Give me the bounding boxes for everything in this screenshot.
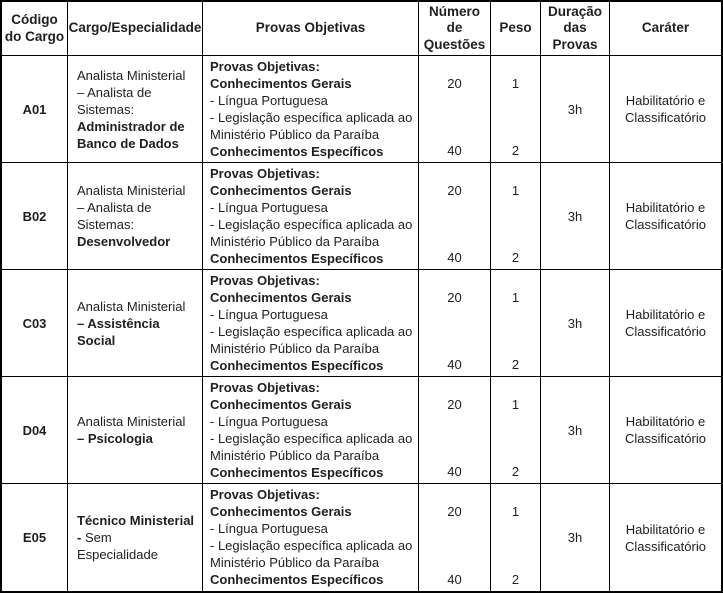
cargo-segment: Desenvolvedor xyxy=(77,234,171,250)
provas-line: Conhecimentos Específicos xyxy=(210,572,384,588)
provas-line: Conhecimentos Específicos xyxy=(210,144,384,160)
peso-especificos: 2 xyxy=(511,572,520,588)
table-body xyxy=(2,56,721,591)
provas-cell xyxy=(203,270,419,377)
provas-cell xyxy=(203,377,419,484)
table-row xyxy=(2,163,721,270)
peso-gerais: 1 xyxy=(511,504,520,520)
cargo-text xyxy=(77,298,196,349)
provas-line: Conhecimentos Gerais xyxy=(210,183,352,199)
header-cell-codigo: Código do Cargo xyxy=(2,2,68,56)
code-cell: D04 xyxy=(2,377,68,484)
provas-line: Conhecimentos Específicos xyxy=(210,251,384,267)
header-cell-peso: Peso xyxy=(491,2,541,56)
cargo-segment: Sem Especialidade xyxy=(77,530,158,563)
provas-line: - Língua Portuguesa xyxy=(210,521,328,537)
header-cell-provas: Provas Objetivas xyxy=(203,2,419,56)
cargo-cell xyxy=(68,377,203,484)
cargo-text xyxy=(77,67,196,152)
provas-cell xyxy=(203,163,419,270)
code-cell: B02 xyxy=(2,163,68,270)
questions-especificos: 40 xyxy=(447,250,462,266)
cargo-text xyxy=(77,413,196,447)
questions-cell xyxy=(419,56,491,163)
provas-line: - Língua Portuguesa xyxy=(210,93,328,109)
carater-cell: Habilitatório e Classificatório xyxy=(625,521,706,554)
questions-especificos: 40 xyxy=(447,143,462,159)
provas-line: Provas Objetivas: xyxy=(210,273,320,289)
questions-gerais: 20 xyxy=(447,183,462,199)
header-cell-duracao: Duração das Provas xyxy=(541,2,610,56)
provas-cell xyxy=(203,484,419,591)
cargo-segment: Analista Ministerial – Analista de Sistemas: xyxy=(77,67,186,117)
table-row xyxy=(2,377,721,484)
questions-gerais: 20 xyxy=(447,504,462,520)
questions-cell xyxy=(419,163,491,270)
header-cell-questoes: Número de Questões xyxy=(419,2,491,56)
header-cell-carater: Caráter xyxy=(610,2,721,56)
duracao-cell: 3h xyxy=(541,377,610,484)
questions-gerais: 20 xyxy=(447,397,462,413)
cargo-cell xyxy=(68,163,203,270)
cargo-cell xyxy=(68,270,203,377)
peso-gerais: 1 xyxy=(511,290,520,306)
provas-line: - Legislação específica aplicada ao Ministério Público da Paraíba xyxy=(210,110,413,143)
cargo-segment: Analista Ministerial – Analista de Sistemas: xyxy=(77,183,186,233)
questions-cell xyxy=(419,484,491,591)
peso-gerais: 1 xyxy=(511,76,520,92)
provas-line: - Legislação específica aplicada ao Ministério Público da Paraíba xyxy=(210,217,413,250)
code-cell: A01 xyxy=(2,56,68,163)
code-cell: C03 xyxy=(2,270,68,377)
provas-line: - Língua Portuguesa xyxy=(210,414,328,430)
provas-line: Provas Objetivas: xyxy=(210,166,320,182)
carater-cell: Habilitatório e Classificatório xyxy=(610,56,721,163)
table-row xyxy=(2,484,721,591)
carater-cell: Habilitatório e Classificatório xyxy=(610,377,721,484)
cargo-segment: Analista Ministerial xyxy=(77,414,186,430)
peso-cell xyxy=(491,484,541,591)
provas-line: Provas Objetivas: xyxy=(210,380,320,396)
table-row xyxy=(2,270,721,377)
peso-gerais: 1 xyxy=(511,397,520,413)
provas-line: Conhecimentos Gerais xyxy=(210,290,352,306)
cargo-text xyxy=(77,182,196,250)
cargo-cell xyxy=(68,484,203,591)
cargo-segment: Técnico Ministerial - xyxy=(77,513,195,546)
cargo-segment: Administrador de Banco de Dados xyxy=(77,118,185,151)
provas-line: Conhecimentos Específicos xyxy=(210,465,384,481)
header-cell-cargo: Cargo/Especialidade xyxy=(68,2,203,56)
peso-cell xyxy=(491,270,541,377)
questions-gerais: 20 xyxy=(447,76,462,92)
duracao-cell: 3h xyxy=(541,484,610,591)
carater-cell: Habilitatório e Classificatório xyxy=(610,163,721,270)
questions-especificos: 40 xyxy=(447,464,462,480)
provas-line: - Língua Portuguesa xyxy=(210,307,328,323)
peso-cell xyxy=(491,377,541,484)
questions-cell xyxy=(419,270,491,377)
provas-line: Conhecimentos Gerais xyxy=(210,504,352,520)
provas-line: Conhecimentos Específicos xyxy=(210,358,384,374)
questions-gerais: 20 xyxy=(447,290,462,306)
duracao-cell: 3h xyxy=(541,270,610,377)
questions-cell xyxy=(419,377,491,484)
questions-especificos: 40 xyxy=(447,357,462,373)
provas-cell xyxy=(203,56,419,163)
code-cell: E05 xyxy=(2,484,68,591)
peso-especificos: 2 xyxy=(511,143,520,159)
cargo-text xyxy=(77,512,196,563)
cargo-cell xyxy=(68,56,203,163)
duracao-cell: 3h xyxy=(541,163,610,270)
carater-cell: Habilitatório e Classificatório xyxy=(610,270,721,377)
peso-especificos: 2 xyxy=(511,357,520,373)
duracao-cell: 3h xyxy=(541,56,610,163)
provas-line: Conhecimentos Gerais xyxy=(210,397,352,413)
provas-line: - Legislação específica aplicada ao Ministério Público da Paraíba xyxy=(210,324,413,357)
table-header xyxy=(2,2,721,56)
cargo-segment: – Psicologia xyxy=(77,431,153,447)
peso-gerais: 1 xyxy=(511,183,520,199)
provas-line: - Legislação específica aplicada ao Ministério Público da Paraíba xyxy=(210,431,413,464)
peso-cell xyxy=(491,56,541,163)
peso-especificos: 2 xyxy=(511,250,520,266)
cargo-segment: – Assistência Social xyxy=(77,315,160,348)
provas-line: Conhecimentos Gerais xyxy=(210,76,352,92)
peso-especificos: 2 xyxy=(511,464,520,480)
provas-line: - Língua Portuguesa xyxy=(210,200,328,216)
provas-line: Provas Objetivas: xyxy=(210,487,320,503)
provas-line: Provas Objetivas: xyxy=(210,59,320,75)
questions-especificos: 40 xyxy=(447,572,462,588)
peso-cell xyxy=(491,163,541,270)
provas-line: - Legislação específica aplicada ao Ministério Público da Paraíba xyxy=(210,538,413,571)
table-row xyxy=(2,56,721,163)
cargo-segment: Analista Ministerial xyxy=(77,298,186,314)
